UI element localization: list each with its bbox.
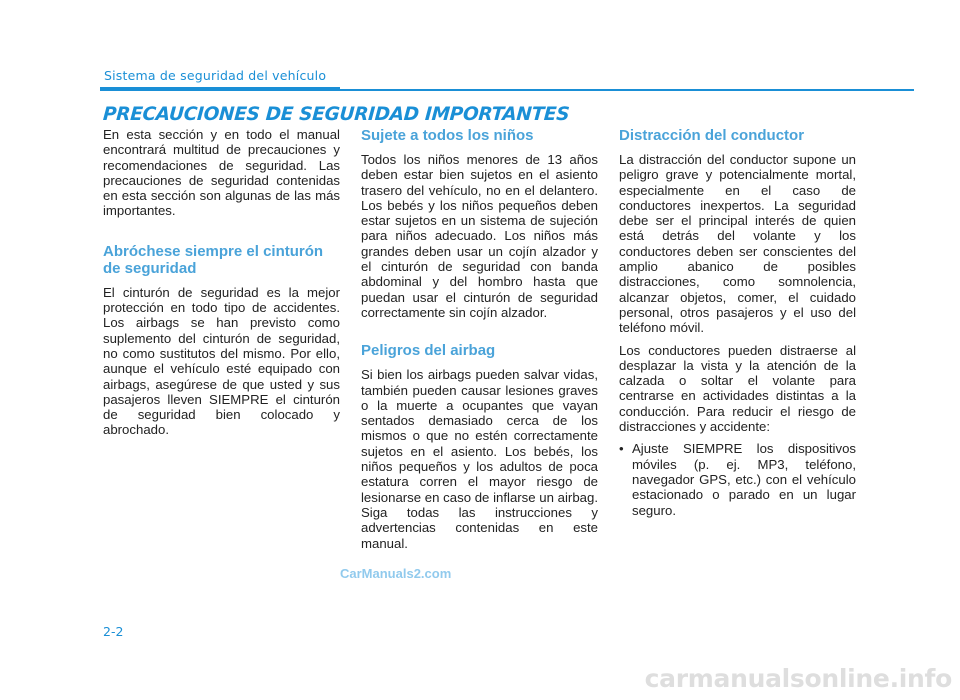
airbag-paragraph: Si bien los airbags pueden salvar vidas, también pueden causar lesiones graves o la muerte a ocupantes que vayan sentados demasiado cerca de los mismos o que no estén correctamente sujetos en el asiento. Los bebés, los niños pequeños y los adultos de poca estatura corren el mayor riesgo de lesionarse en caso de inflarse un airbag. Siga todas las instrucciones y advertencias contenidas en este manual. bbox=[361, 367, 598, 551]
bullet-icon: • bbox=[619, 441, 624, 457]
distraction-heading: Distracción del conductor bbox=[619, 127, 805, 144]
column-1 bbox=[103, 127, 340, 445]
airbag-heading: Peligros del airbag bbox=[361, 342, 496, 360]
distraction-paragraph-2: Los conductores pueden distraerse al desplazar la vista y la atención de la calzada o soltar el volante para centrarse en actividades distintas a la conducción. Para reducir el riesgo de distracciones y accidente: bbox=[619, 342, 856, 435]
distraction-paragraph-1: La distracción del conductor supone un peligro grave y potencialmente mortal, especialmente en el caso de conductores inexpertos. La seguridad debe ser el principal interés de quien está detrás del volante y los conductores deben ser conscientes del amplio abanico de posibles distracciones, como somnolencia, alcanzar objetos, comer, el cuidado personal, otros pasajeros y el uso del teléfono móvil. bbox=[619, 152, 856, 336]
children-paragraph: Todos los niños menores de 13 años deben estar bien sujetos en el asiento trasero del vehículo, no en el delantero. Los bebés y los niños pequeños deben estar sujetos en un sistema de sujeción para niños adecuado. Los niños más grandes deben usar un cojín alzador y el cinturón de seguridad con banda abdominal y del hombro hasta que puedan usar el cinturón de seguridad correctamente sin cojín alzador. bbox=[361, 152, 598, 320]
column-3 bbox=[619, 127, 856, 518]
section-label: Sistema de seguridad del vehículo bbox=[104, 68, 327, 83]
seatbelt-paragraph: El cinturón de seguridad es la mejor protección en todo tipo de accidentes. Los airbags se han previsto como suplemento del cinturón de seguridad, no como sustitutos del mismo. Por ello, aunque el vehículo esté equipado con airbags, asegúrese de que usted y sus pasajeros lleven SIEMPRE el cinturón de seguridad bien colocado y abrochado. bbox=[103, 284, 340, 438]
watermark-bottom: carmanualsonline.info bbox=[644, 664, 952, 693]
header-rule-thick bbox=[100, 87, 340, 91]
page-number: 2-2 bbox=[103, 624, 124, 639]
list-item-text: Ajuste SIEMPRE los dispositivos móviles (p. ej. MP3, teléfono, navegador GPS, etc.) con el vehículo estacionado o parado en un lugar seguro. bbox=[632, 441, 856, 518]
distraction-bullet-list bbox=[619, 441, 856, 517]
seatbelt-heading: Abróchese siempre el cinturón de seguridad bbox=[103, 242, 324, 277]
column-2 bbox=[361, 127, 598, 558]
children-heading: Sujete a todos los niños bbox=[361, 127, 534, 144]
list-item bbox=[619, 441, 856, 517]
intro-paragraph: En esta sección y en todo el manual encontrará multitud de precauciones y recomendaciones de seguridad. Las precauciones de seguridad contenidas en esta sección son algunas de las más importantes. bbox=[103, 127, 340, 219]
page-title: PRECAUCIONES DE SEGURIDAD IMPORTANTES bbox=[102, 104, 570, 125]
watermark-center: CarManuals2.com bbox=[340, 566, 452, 581]
header-rule-thin bbox=[340, 89, 914, 91]
